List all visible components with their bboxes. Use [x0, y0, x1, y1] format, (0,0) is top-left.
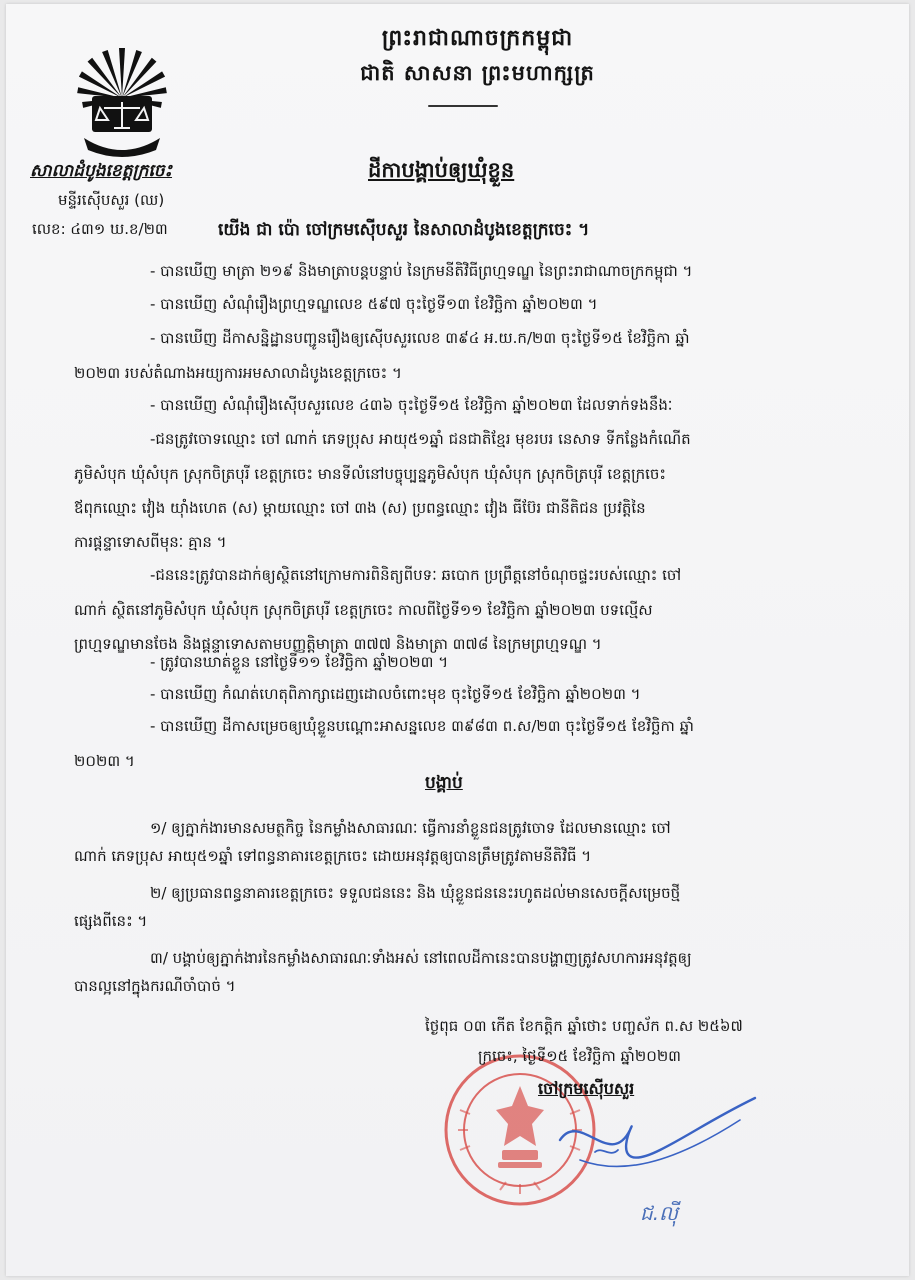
order-1-continued: ណាក់ ភេទប្រុស អាយុ៥១ឆ្នាំ ទៅពន្ធនាគារខេត្តក្រចេះ ដោយអនុវត្តឲ្យបានត្រឹមត្រូវតាមនីតិវិធី ។ — [74, 847, 592, 865]
recital-4: - បានឃើញ សំណុំរឿងស៊ើបសួរលេខ ៤៣៦ ចុះថ្ងៃទី១៥ ខែវិច្ឆិកា ឆ្នាំ២០២៣ ដែលទាក់ទងនឹងៈ — [150, 396, 673, 414]
handwritten-signature-icon — [540, 1080, 770, 1190]
recital-2: - បានឃើញ សំណុំរឿងព្រហ្មទណ្ឌលេខ ៥៩៧ ចុះថ្ងៃទី១៣ ខែវិច្ឆិកា ឆ្នាំ២០២៣ ។ — [150, 295, 598, 313]
signatory-title: ចៅក្រមស៊ើបសួរ — [538, 1079, 635, 1098]
signatory-initials: ជ.ល៉ី — [640, 1201, 679, 1225]
national-motto: ជាតិ សាសនា ព្រះមហាក្សត្រ — [360, 61, 595, 85]
lunar-date: ថ្ងៃពុធ ០៣ កើត ខែកត្តិក ឆ្នាំថោះ បញ្ចស័ក ព.ស ២៥៦៧ — [425, 1017, 743, 1035]
reference-number: លេខ: ៤៣១ ឃ.ខ/២៣ — [32, 220, 168, 238]
issuing-office: មន្ទីរស៊ើបសួរ (ឈ) — [58, 191, 165, 209]
judge-statement: យើង ជា ប៉ោ ចៅក្រមស៊ើបសួរ នៃសាលាដំបូងខេត្តក្រចេះ ។ — [218, 220, 590, 240]
kingdom-heading: ព្រះរាជាណាចក្រកម្ពុជា — [381, 26, 574, 51]
document-title: ដីកាបង្គាប់ឲ្យឃុំខ្លួន — [368, 158, 515, 182]
issuing-court: សាលាដំបូងខេត្តក្រចេះ — [30, 161, 173, 181]
recital-3-continued: ២០២៣ របស់តំណាងអយ្យការអមសាលាដំបូងខេត្តក្រចេះ ។ — [74, 364, 402, 382]
charge-line-3: ព្រហ្មទណ្ឌមានចែង និងផ្តន្ទាទោសតាមបញ្ញត្តិមាត្រា ៣៧៧ និងមាត្រា ៣៧៨ នៃក្រមព្រហ្មទណ្ឌ ។ — [74, 635, 602, 653]
accused-details-line-4: ការផ្តន្ទាទោសពីមុនៈ គ្មាន ។ — [74, 533, 227, 551]
order-2: ២/ ឲ្យប្រធានពន្ធនាគារខេត្តក្រចេះ ទទួលជននេះ និង ឃុំខ្លួនជននេះរហូតដល់មានសេចក្តីសម្រេចថ្មី — [150, 884, 681, 902]
recital-5: - ត្រូវបានឃាត់ខ្លួន នៅថ្ងៃទី១១ ខែវិច្ឆិកា ឆ្នាំ២០២៣ ។ — [150, 653, 449, 671]
accused-details-line-3: ឪពុកឈ្មោះ វៀង យ៉ាំងហេត (ស) ម្តាយឈ្មោះ ចៅ ៣ង (ស) ប្រពន្ធឈ្មោះ វៀង ធីប៊ែរ ជានីតិជន ប្រវត្តិនៃ — [74, 499, 646, 517]
order-3-continued: បានល្អនៅក្នុងករណីចាំបាច់ ។ — [74, 977, 236, 995]
accused-details-line-1: -ជនត្រូវចោទឈ្មោះ ចៅ ណាក់ ភេទប្រុស អាយុ៥១ឆ្នាំ ជនជាតិខ្មែរ មុខរបរ នេសាទ ទីកន្លែងកំណើត — [150, 430, 691, 448]
recital-6: - បានឃើញ កំណត់ហេតុពិភាក្សាដេញដោលចំពោះមុខ ចុះថ្ងៃទី១៥ ខែវិច្ឆិកា ឆ្នាំ២០២៣ ។ — [150, 685, 641, 703]
recital-3: - បានឃើញ ដីកាសន្និដ្ឋានបញ្ជូនរឿងឲ្យស៊ើបសួរលេខ ៣៩៤ អ.យ.ក/២៣ ចុះថ្ងៃទី១៥ ខែវិច្ឆិកា ឆ្នាំ — [150, 329, 690, 347]
orders-heading: បង្គាប់ — [425, 773, 463, 793]
recital-7-continued: ២០២៣ ។ — [74, 752, 135, 770]
charge-line-2: ណាក់ ស្ថិតនៅភូមិសំបុក ឃុំសំបុក ស្រុកចិត្របុរី ខេត្តក្រចេះ កាលពីថ្ងៃទី១១ ខែវិច្ឆិកា ឆ្នាំ២០២៣ បទល្មើស — [74, 601, 653, 619]
header-divider — [428, 105, 498, 107]
order-1: ១/ ឲ្យភ្នាក់ងារមានសមត្ថកិច្ច នៃកម្លាំងសាធារណៈ ធ្វើការនាំខ្លួនជនត្រូវចោទ ដែលមានឈ្មោះ ចៅ — [150, 819, 671, 837]
court-emblem-icon — [74, 40, 170, 160]
order-2-continued: ផ្សេងពីនេះ ។ — [74, 912, 148, 930]
recital-1: - បានឃើញ មាត្រា ២១៩ និងមាត្រាបន្តបន្ទាប់ នៃក្រមនីតិវិធីព្រហ្មទណ្ឌ នៃព្រះរាជាណាចក្រកម្ពុជា ។ — [150, 262, 693, 280]
charge-line-1: -ជននេះត្រូវបានដាក់ឲ្យស្ថិតនៅក្រោមការពិនិត្យពីបទៈ ឆបោក ប្រព្រឹត្តនៅចំណុចផ្ទះរបស់ឈ្មោះ ចៅ — [150, 566, 682, 584]
place-and-date: ក្រចេះ, ថ្ងៃទី១៥ ខែវិច្ឆិកា ឆ្នាំ២០២៣ — [478, 1047, 681, 1065]
accused-details-line-2: ភូមិសំបុក ឃុំសំបុក ស្រុកចិត្របុរី ខេត្តក្រចេះ មានទីលំនៅបច្ចុប្បន្នភូមិសំបុក ឃុំសំបុក ស្រុកចិត្របុរី ខេត្តក្រចេះ — [74, 465, 666, 483]
recital-7: - បានឃើញ ដីកាសម្រេចឲ្យឃុំខ្លួនបណ្តោះអាសន្នលេខ ៣៩៨៣ ព.ស/២៣ ចុះថ្ងៃទី១៥ ខែវិច្ឆិកា ឆ្នាំ — [150, 717, 694, 735]
order-3: ៣/ បង្គាប់ឲ្យភ្នាក់ងារនៃកម្លាំងសាធារណៈទាំងអស់ នៅពេលដីកានេះបានបង្ហាញត្រូវសហការអនុវត្តឲ្យ — [150, 949, 692, 967]
